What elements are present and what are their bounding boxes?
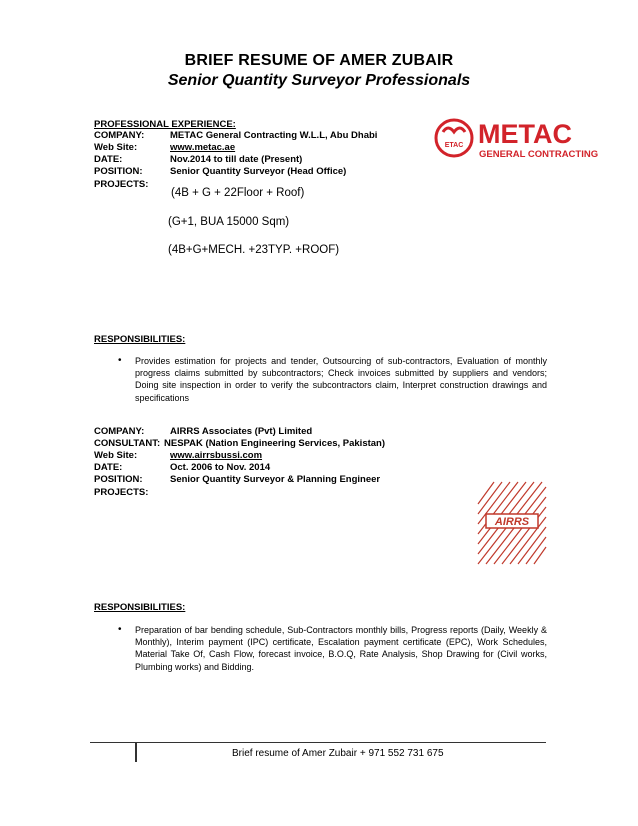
job1-date-label: DATE: [94, 154, 123, 165]
job2-bullet: • [118, 624, 122, 635]
job1-date: Nov.2014 to till date (Present) [170, 154, 303, 165]
job1-responsibilities-heading: RESPONSIBILITIES: [94, 334, 186, 345]
job1-date-row [94, 154, 302, 166]
job2-position-row [94, 474, 380, 486]
job2-projects-label: PROJECTS: [94, 487, 149, 498]
document-subtitle: Senior Quantity Surveyor Professionals [167, 72, 471, 89]
job2-company-row [94, 426, 312, 438]
job1-position-row [94, 166, 346, 178]
job1-position: Senior Quantity Surveyor (Head Office) [170, 166, 347, 177]
job1-projects-label: PROJECTS: [94, 179, 149, 190]
footer-text: Brief resume of Amer Zubair + 971 552 731 675 [232, 748, 444, 759]
metac-logo [434, 116, 599, 162]
job1-project-2: (G+1, BUA 15000 Sqm) [168, 216, 290, 228]
job2-consultant: NESPAK (Nation Engineering Services, Pakistan) [164, 438, 386, 449]
job1-website-label: Web Site: [94, 142, 138, 153]
job2-responsibility-text: Preparation of bar bending schedule, Sub-Contractors monthly bills, Progress reports (Daily, Weekly & Monthly), Interim payment (IPC) certificate, Escalation payment certificate (EPC), Work Schedules, Material Take Of, Cash Flow, forecast invoice, B.O.Q, Rate Analysis, Shop Drawing for (Civil works, Plumbing works) and Bidding. [135, 625, 547, 672]
job1-company: METAC General Contracting W.L.L, Abu Dhabi [170, 130, 378, 141]
job1-website-link[interactable]: www.metac.ae [170, 142, 236, 153]
metac-logo-tagline: GENERAL CONTRACTING [479, 149, 599, 160]
job2-consultant-row [94, 438, 385, 450]
job1-project-3: (4B+G+MECH. +23TYP. +ROOF) [168, 244, 340, 256]
job2-website-link[interactable]: www.airrsbussi.com [170, 450, 263, 461]
job1-website-row [94, 142, 235, 154]
job2-date-row [94, 462, 270, 474]
job1-responsibility-text: Provides estimation for projects and tender, Outsourcing of sub-contractors, Evaluation of monthly progress claims submitted by subcontractors; Check invoices submitted by suppliers and vendors; Doing site inspection in order to verify the subcontractors claim, Interpret construction drawings and specifications [135, 356, 547, 403]
job2-date: Oct. 2006 to Nov. 2014 [170, 462, 271, 473]
job1-company-row [94, 130, 377, 142]
job2-consultant-label: CONSULTANT: [94, 438, 161, 449]
job2-date-label: DATE: [94, 462, 123, 473]
job2-company: AIRRS Associates (Pvt) Limited [170, 426, 313, 437]
job1-project-1: (4B + G + 22Floor + Roof) [171, 187, 305, 199]
section-heading-experience: PROFESSIONAL EXPERIENCE: [94, 119, 236, 130]
airrs-logo-text: AIRRS [494, 516, 530, 528]
job1-bullet: • [118, 355, 122, 366]
job2-website-label: Web Site: [94, 450, 138, 461]
document-title: BRIEF RESUME OF AMER ZUBAIR [184, 52, 454, 69]
job1-company-label: COMPANY: [94, 130, 145, 141]
job2-website-row [94, 450, 262, 462]
job2-position-label: POSITION: [94, 474, 143, 485]
job2-responsibilities-heading: RESPONSIBILITIES: [94, 602, 186, 613]
footer-divider [90, 742, 546, 743]
metac-logo-name: METAC [478, 119, 572, 149]
job2-position: Senior Quantity Surveyor & Planning Engineer [170, 474, 381, 485]
footer-tick [135, 742, 137, 762]
job1-position-label: POSITION: [94, 166, 143, 177]
job2-company-label: COMPANY: [94, 426, 145, 437]
airrs-logo [476, 480, 548, 566]
metac-badge-text: ETAC [444, 142, 464, 149]
